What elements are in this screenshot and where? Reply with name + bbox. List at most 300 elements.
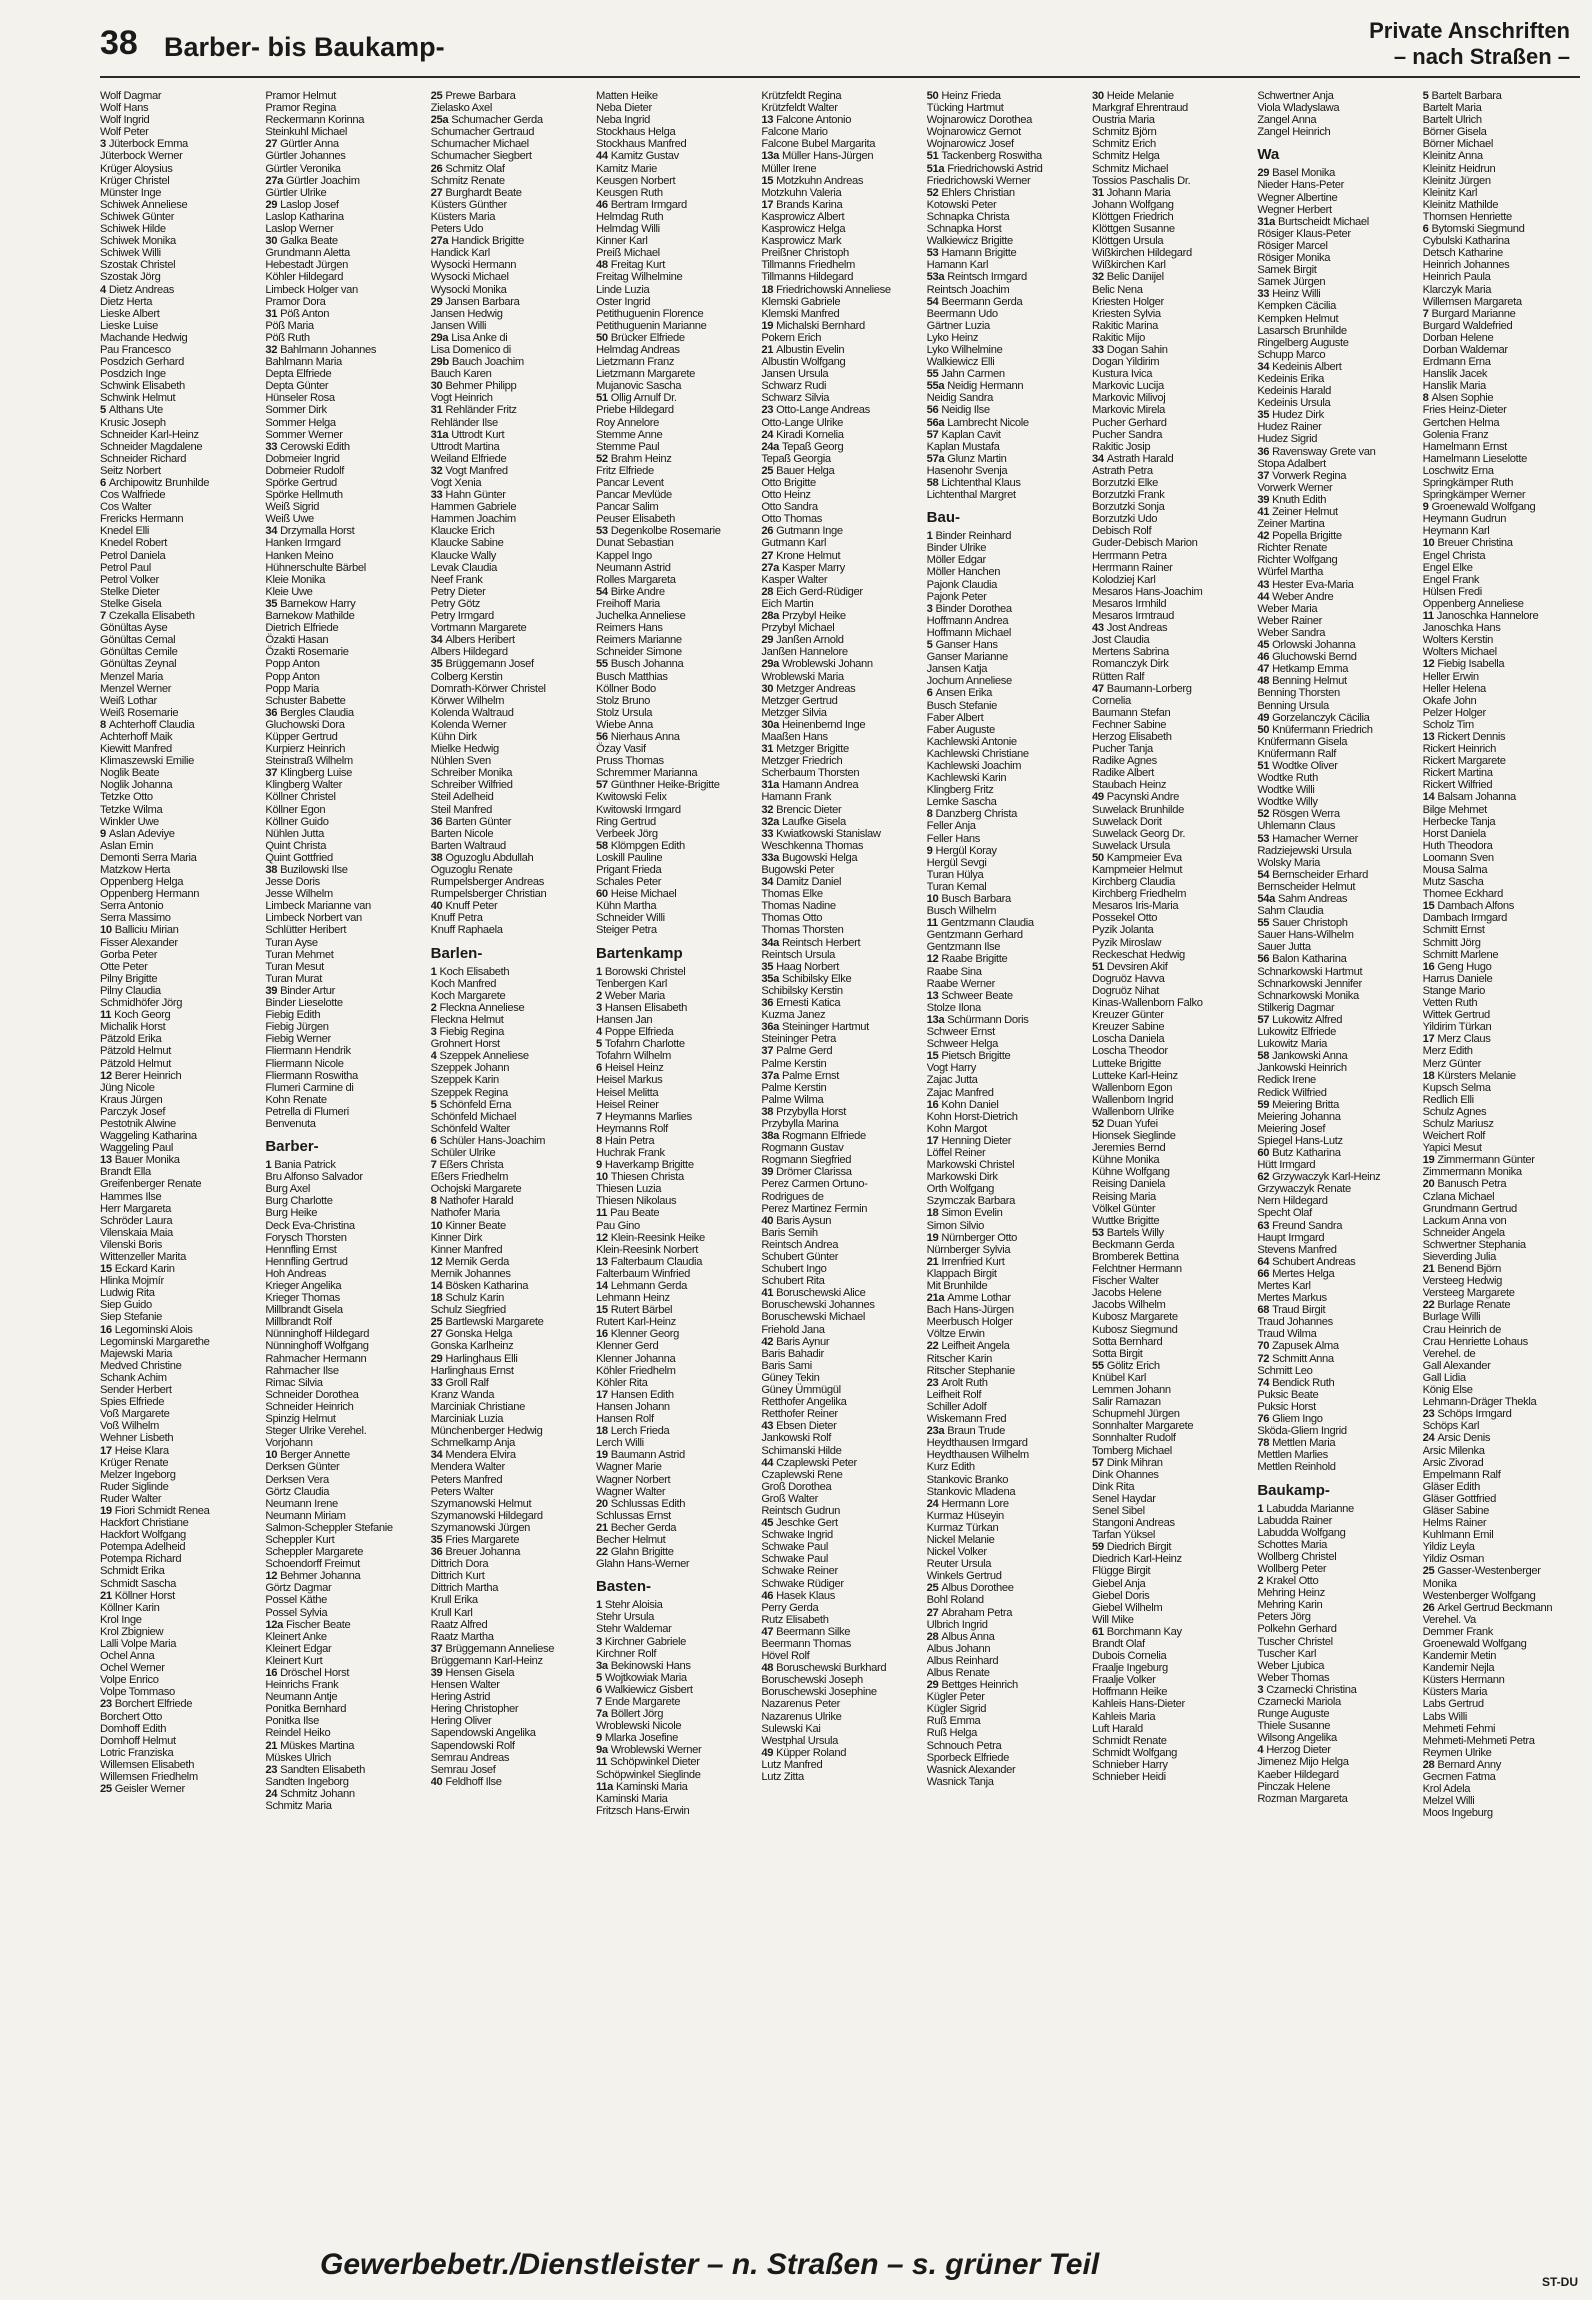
resident-entry — [761, 150, 918, 162]
resident-entry — [1092, 779, 1249, 791]
resident-name: Mendera Elvira — [445, 1449, 516, 1462]
resident-name: Ulbrich Ingrid — [926, 1618, 988, 1631]
resident-name: Nathofer Harald — [439, 1195, 514, 1208]
resident-entry — [761, 937, 918, 949]
resident-name: Traud Wilma — [1257, 1328, 1317, 1341]
resident-entry — [761, 779, 918, 791]
resident-name: Lyko Heinz — [926, 331, 979, 344]
house-number: 12 — [100, 1069, 112, 1082]
resident-name: Wolf Dagmar — [100, 90, 162, 102]
resident-entry — [431, 876, 588, 888]
resident-name: Lieske Albert — [100, 307, 160, 320]
resident-entry — [1423, 477, 1580, 489]
resident-name: Birke Andre — [610, 585, 665, 598]
resident-entry — [927, 627, 1084, 639]
resident-entry — [100, 489, 257, 501]
resident-name: Kuhlmann Emil — [1422, 1529, 1494, 1542]
resident-name: Schlütter Heribert — [265, 924, 347, 937]
resident-name: Wolf Peter — [100, 126, 149, 139]
house-number: 46 — [595, 198, 608, 211]
resident-entry — [1423, 1275, 1580, 1287]
resident-name: Reymen Ulrike — [1422, 1746, 1492, 1759]
resident-entry — [761, 1626, 918, 1638]
resident-name: Thiesen Nikolaus — [595, 1195, 677, 1208]
resident-name: Dogan Yildirim — [1091, 356, 1160, 369]
resident-name: Schmidt Erika — [100, 1565, 165, 1578]
resident-entry — [431, 1377, 588, 1389]
resident-name: Mertes Helga — [1272, 1267, 1335, 1280]
resident-entry — [265, 924, 422, 936]
resident-entry — [1423, 767, 1580, 779]
resident-entry — [1257, 1123, 1414, 1135]
resident-name: Lutteke Brigitte — [1091, 1057, 1162, 1070]
resident-entry — [596, 1147, 753, 1159]
resident-name: Kubosz Margarete — [1091, 1311, 1178, 1324]
resident-entry — [265, 1522, 422, 1534]
resident-entry — [431, 247, 588, 259]
resident-entry — [265, 175, 422, 187]
house-number: 46 — [761, 1589, 774, 1602]
resident-entry — [265, 961, 422, 973]
resident-entry — [1257, 1389, 1414, 1401]
resident-name: Krol Inge — [100, 1613, 142, 1626]
resident-entry — [1257, 1684, 1414, 1696]
resident-name: Kohn Margot — [926, 1122, 987, 1135]
resident-entry — [596, 1684, 753, 1696]
resident-name: Szymanowski Jürgen — [430, 1521, 531, 1534]
resident-entry — [265, 1118, 422, 1130]
resident-entry — [927, 1691, 1084, 1703]
resident-entry — [1257, 276, 1414, 288]
resident-entry — [1257, 337, 1414, 349]
house-number: 25 — [430, 90, 443, 102]
resident-entry — [265, 1631, 422, 1643]
resident-name: Basel Monika — [1272, 167, 1336, 180]
resident-entry — [1257, 796, 1414, 808]
resident-name: Jüterbock Emma — [108, 138, 188, 151]
house-number: 8 — [430, 1195, 437, 1208]
resident-name: Pancar Mevlüde — [595, 489, 672, 502]
resident-entry — [596, 90, 753, 102]
resident-name: Braun Trude — [947, 1425, 1006, 1438]
resident-entry — [761, 1493, 918, 1505]
resident-entry — [100, 1191, 257, 1203]
resident-name: Thomas Nadine — [761, 900, 836, 913]
house-number: 76 — [1257, 1413, 1270, 1426]
resident-entry — [431, 743, 588, 755]
house-number: 7 — [1422, 307, 1429, 320]
resident-entry — [596, 978, 753, 990]
resident-entry — [265, 211, 422, 223]
resident-entry — [431, 658, 588, 670]
house-number: 35 — [761, 960, 774, 973]
resident-entry — [100, 1735, 257, 1747]
resident-name: Janoschka Hans — [1422, 622, 1501, 635]
resident-entry — [1092, 1759, 1249, 1771]
resident-entry — [100, 719, 257, 731]
resident-name: Reintsch Herbert — [781, 936, 861, 949]
resident-entry — [265, 1727, 422, 1739]
resident-entry — [1423, 622, 1580, 634]
resident-name: Engel Christa — [1422, 549, 1486, 562]
resident-name: Koch Georg — [114, 1009, 171, 1022]
resident-entry — [927, 1534, 1084, 1546]
resident-entry — [100, 1336, 257, 1348]
resident-entry — [431, 598, 588, 610]
house-number: 21 — [595, 1521, 608, 1534]
resident-entry — [1092, 1686, 1249, 1698]
resident-entry — [1423, 912, 1580, 924]
resident-name: Lichtenthal Klaus — [941, 477, 1021, 489]
resident-name: Markowski Christel — [926, 1159, 1015, 1172]
house-number: 29 — [265, 198, 278, 211]
resident-entry — [761, 1759, 918, 1771]
resident-name: Schmitz Michael — [1091, 162, 1169, 175]
resident-name: Will Mike — [1091, 1613, 1134, 1626]
resident-entry — [596, 719, 753, 731]
resident-name: Eich Martin — [761, 597, 814, 610]
resident-name: Pelzer Holger — [1422, 706, 1486, 719]
resident-entry — [1257, 90, 1414, 102]
resident-name: Achterhoff Maik — [100, 730, 173, 743]
resident-name: Münster Inge — [100, 186, 162, 199]
resident-entry — [265, 465, 422, 477]
resident-entry — [927, 1607, 1084, 1619]
resident-name: Colberg Kerstin — [430, 670, 503, 683]
resident-name: Bohl Roland — [926, 1594, 984, 1607]
house-number: 9 — [926, 844, 933, 857]
resident-entry — [431, 1425, 588, 1437]
resident-name: Schnouch Petra — [926, 1739, 1002, 1752]
resident-entry — [431, 1123, 588, 1135]
resident-name: Arsic Zivorad — [1422, 1456, 1484, 1469]
resident-name: Friedrichowski Werner — [926, 174, 1031, 187]
resident-entry — [1257, 712, 1414, 724]
resident-name: Ochel Anna — [100, 1650, 155, 1663]
resident-name: Stemme Paul — [595, 440, 660, 453]
house-number: 10 — [100, 924, 112, 937]
resident-name: Gorba Peter — [100, 948, 158, 961]
resident-entry — [761, 1396, 918, 1408]
resident-entry — [1257, 966, 1414, 978]
resident-name: Dambach Irmgard — [1422, 912, 1507, 925]
resident-name: Przybylla Marina — [761, 1117, 839, 1130]
resident-name: Laslop Werner — [265, 223, 334, 236]
house-number: 31 — [761, 743, 774, 756]
resident-name: Petry Irmgard — [430, 610, 494, 623]
resident-entry — [431, 864, 588, 876]
resident-entry — [927, 784, 1084, 796]
resident-entry — [927, 1014, 1084, 1026]
resident-entry — [1257, 1328, 1414, 1340]
resident-name: Derksen Vera — [265, 1473, 329, 1486]
resident-entry — [927, 1268, 1084, 1280]
resident-entry — [431, 852, 588, 864]
resident-name: Mielke Hedwig — [430, 743, 499, 756]
resident-name: Busch Wilhelm — [926, 905, 997, 918]
resident-name: Lambrecht Nicole — [947, 416, 1029, 429]
resident-entry — [100, 1650, 257, 1662]
resident-entry — [431, 731, 588, 743]
resident-entry — [100, 828, 257, 840]
resident-name: Klöttgen Susanne — [1091, 223, 1175, 236]
resident-name: Posdzich Inge — [100, 368, 166, 381]
resident-name: Klarczyk Maria — [1422, 283, 1492, 296]
resident-name: Heymanns Marlies — [604, 1110, 692, 1123]
resident-name: Schüler Hans-Joachim — [439, 1134, 546, 1147]
resident-name: Hamann Frank — [761, 791, 832, 804]
house-number: 12a — [265, 1618, 283, 1631]
resident-entry — [927, 1207, 1084, 1219]
resident-name: Heise Michael — [610, 888, 677, 901]
resident-entry — [596, 1365, 753, 1377]
resident-entry — [596, 888, 753, 900]
resident-name: Scheppler Kurt — [265, 1533, 335, 1546]
resident-entry — [1257, 1002, 1414, 1014]
resident-name: Herrmann Petra — [1091, 549, 1167, 562]
resident-name: Köllner Egon — [265, 803, 326, 816]
resident-entry — [431, 1340, 588, 1352]
house-number: 42 — [761, 1335, 774, 1348]
house-number: 18 — [595, 1425, 608, 1438]
house-number: 34 — [1257, 360, 1270, 373]
resident-entry — [927, 150, 1084, 162]
resident-name: Dambach Alfons — [1437, 900, 1514, 913]
resident-name: Steininger Petra — [761, 1033, 836, 1046]
resident-entry — [1092, 1239, 1249, 1251]
resident-entry — [1423, 1614, 1580, 1626]
resident-name: Pancar Salim — [595, 501, 659, 514]
resident-name: Neidig Ilse — [941, 404, 990, 417]
resident-name: Boruschewski Joseph — [761, 1674, 863, 1687]
resident-name: Damitz Daniel — [776, 876, 842, 889]
resident-name: Mertes Karl — [1257, 1280, 1311, 1292]
house-number: 36 — [761, 997, 774, 1010]
resident-name: Bergles Claudia — [280, 706, 354, 719]
resident-name: Breuer Johanna — [445, 1546, 521, 1559]
resident-name: Preiß Michael — [595, 247, 660, 260]
resident-name: Nathofer Maria — [430, 1207, 500, 1220]
resident-name: Wasnick Tanja — [926, 1775, 994, 1788]
resident-name: Grundmann Gertrud — [1422, 1202, 1517, 1215]
resident-name: Borzutzki Udo — [1091, 513, 1158, 526]
resident-entry — [1092, 441, 1249, 453]
resident-entry — [1423, 441, 1580, 453]
resident-entry — [100, 501, 257, 513]
resident-name: Kirchberg Friedhelm — [1091, 888, 1187, 901]
resident-entry — [1092, 1384, 1249, 1396]
house-number: 57 — [595, 779, 608, 792]
resident-entry — [761, 1650, 918, 1662]
resident-entry — [431, 978, 588, 990]
resident-entry — [100, 1215, 257, 1227]
house-number: 36 — [430, 815, 443, 828]
resident-name: Schmitz Renate — [430, 174, 505, 187]
house-number: 27 — [761, 549, 774, 562]
resident-name: Wodtke Willi — [1257, 784, 1315, 797]
resident-entry — [100, 1311, 257, 1323]
resident-entry — [1257, 978, 1414, 990]
resident-name: Jansen Willi — [430, 319, 487, 332]
resident-name: Burtscheidt Michael — [1277, 215, 1369, 228]
resident-name: Pucher Sandra — [1091, 428, 1163, 441]
resident-entry — [1092, 840, 1249, 852]
resident-entry — [927, 404, 1084, 416]
resident-name: Pucher Gerhard — [1091, 416, 1167, 429]
resident-entry — [1423, 126, 1580, 138]
resident-entry — [100, 816, 257, 828]
resident-name: Palme Ernst — [781, 1069, 840, 1082]
resident-name: Luft Harald — [1091, 1722, 1143, 1735]
resident-name: Möller Hanchen — [926, 566, 1001, 579]
resident-entry — [927, 1425, 1084, 1437]
resident-name: Bartelt Barbara — [1431, 90, 1502, 102]
resident-entry — [761, 1263, 918, 1275]
resident-entry — [1257, 603, 1414, 615]
resident-name: Stangoni Andreas — [1091, 1517, 1175, 1530]
resident-entry — [927, 1558, 1084, 1570]
house-number: 36a — [761, 1021, 779, 1034]
resident-name: Lietzmann Franz — [595, 356, 675, 369]
resident-name: Ehlers Christian — [941, 186, 1015, 199]
resident-name: Müller Irene — [761, 162, 817, 175]
resident-entry — [1092, 1553, 1249, 1565]
resident-name: Meiering Josef — [1257, 1122, 1326, 1135]
resident-name: Heisel Melitta — [595, 1086, 659, 1099]
resident-name: Rozman Margareta — [1257, 1792, 1348, 1805]
resident-entry — [1423, 1408, 1580, 1420]
resident-entry — [431, 114, 588, 126]
resident-entry — [100, 296, 257, 308]
resident-entry — [1423, 1070, 1580, 1082]
resident-name: Gliem Ingo — [1272, 1413, 1323, 1426]
resident-name: Heise Klara — [114, 1444, 169, 1457]
resident-entry — [100, 924, 257, 936]
resident-entry — [927, 1062, 1084, 1074]
resident-name: Kleinert Kurt — [265, 1654, 323, 1667]
resident-name: Groß Dorothea — [761, 1480, 832, 1493]
resident-entry — [1423, 1360, 1580, 1372]
resident-name: Depta Elfriede — [265, 368, 332, 381]
resident-name: Knedel Elli — [100, 525, 150, 538]
house-number: 60 — [595, 888, 608, 901]
resident-entry — [1092, 852, 1249, 864]
house-number: 34 — [761, 876, 774, 889]
resident-name: Pätzold Helmut — [100, 1045, 171, 1058]
resident-entry — [1092, 1711, 1249, 1723]
house-number: 22 — [595, 1546, 608, 1559]
resident-name: Benend Björn — [1437, 1263, 1502, 1276]
resident-entry — [927, 1050, 1084, 1062]
resident-name: Balliciu Mirian — [114, 924, 179, 937]
street-heading: Basten- — [595, 1578, 651, 1596]
resident-name: Groll Ralf — [445, 1376, 489, 1389]
resident-name: Szymanowski Helmut — [430, 1497, 532, 1510]
house-number: 9a — [595, 1744, 608, 1757]
resident-entry — [265, 1244, 422, 1256]
resident-entry — [596, 1074, 753, 1086]
house-number: 28a — [761, 610, 779, 623]
house-number: 23 — [265, 1763, 278, 1776]
resident-entry — [596, 1207, 753, 1219]
resident-name: Verbeek Jörg — [595, 827, 658, 840]
resident-name: Gärtner Luzia — [926, 319, 990, 332]
resident-name: Rösiger Klaus-Peter — [1257, 227, 1351, 240]
resident-name: Oustria Maria — [1091, 114, 1155, 127]
resident-entry — [596, 1123, 753, 1135]
resident-name: Schöpwinkel Dieter — [610, 1756, 700, 1769]
resident-name: Feller Hans — [926, 832, 981, 845]
resident-entry — [265, 1691, 422, 1703]
resident-entry — [761, 187, 918, 199]
resident-entry — [1423, 1130, 1580, 1142]
house-number: 72 — [1257, 1352, 1270, 1365]
resident-name: Stelke Gisela — [100, 597, 162, 610]
resident-name: Nazarenus Ulrike — [761, 1710, 842, 1723]
resident-entry — [1257, 114, 1414, 126]
house-number: 56 — [1257, 953, 1270, 966]
resident-entry — [596, 1062, 753, 1074]
resident-name: Schumacher Michael — [430, 138, 529, 151]
resident-entry — [1423, 828, 1580, 840]
resident-entry — [1257, 1280, 1414, 1292]
resident-name: Wittenzeller Marita — [100, 1251, 186, 1263]
resident-name: Kleinert Anke — [265, 1630, 327, 1643]
resident-entry — [1092, 646, 1249, 658]
house-number: 10 — [926, 893, 939, 905]
resident-entry — [100, 175, 257, 187]
resident-name: Becher Gerda — [610, 1521, 677, 1534]
resident-entry — [265, 1413, 422, 1425]
resident-entry — [100, 417, 257, 429]
resident-name: Körwer Wilhelm — [430, 694, 505, 707]
resident-name: Mettlen Reinhold — [1257, 1461, 1336, 1474]
resident-entry — [596, 1793, 753, 1805]
resident-entry — [265, 1353, 422, 1365]
resident-name: Pilny Claudia — [100, 984, 161, 997]
resident-name: Oppenberg Anneliese — [1422, 597, 1524, 610]
house-number: 37 — [430, 1642, 443, 1655]
resident-name: Schnarkowski Monika — [1257, 989, 1359, 1002]
house-number: 8 — [100, 718, 106, 731]
resident-name: Schwarz Silvia — [761, 392, 830, 405]
resident-entry — [1257, 385, 1414, 397]
resident-entry — [100, 1251, 257, 1263]
resident-entry — [100, 610, 257, 622]
resident-entry — [1423, 864, 1580, 876]
resident-entry — [596, 574, 753, 586]
resident-entry — [1092, 1529, 1249, 1541]
resident-entry — [431, 586, 588, 598]
resident-entry — [1423, 320, 1580, 332]
resident-name: Bauch Karen — [430, 368, 492, 381]
resident-name: Dink Ohannes — [1091, 1468, 1159, 1481]
resident-name: Otte Peter — [100, 960, 148, 973]
resident-name: Runge Auguste — [1257, 1708, 1330, 1721]
resident-name: Schulz Karin — [445, 1292, 505, 1305]
resident-entry — [1423, 1602, 1580, 1614]
resident-name: Popella Brigitte — [1272, 530, 1342, 543]
resident-entry — [1092, 320, 1249, 332]
resident-entry — [100, 1517, 257, 1529]
resident-entry — [265, 1183, 422, 1195]
resident-name: Perez Martinez Fermin — [761, 1202, 868, 1215]
resident-name: Bromberek Bettina — [1091, 1251, 1179, 1263]
resident-name: Loomann Sven — [1422, 851, 1494, 864]
house-number: 31 — [265, 307, 278, 320]
resident-entry — [761, 223, 918, 235]
resident-name: Keusgen Norbert — [595, 174, 676, 187]
